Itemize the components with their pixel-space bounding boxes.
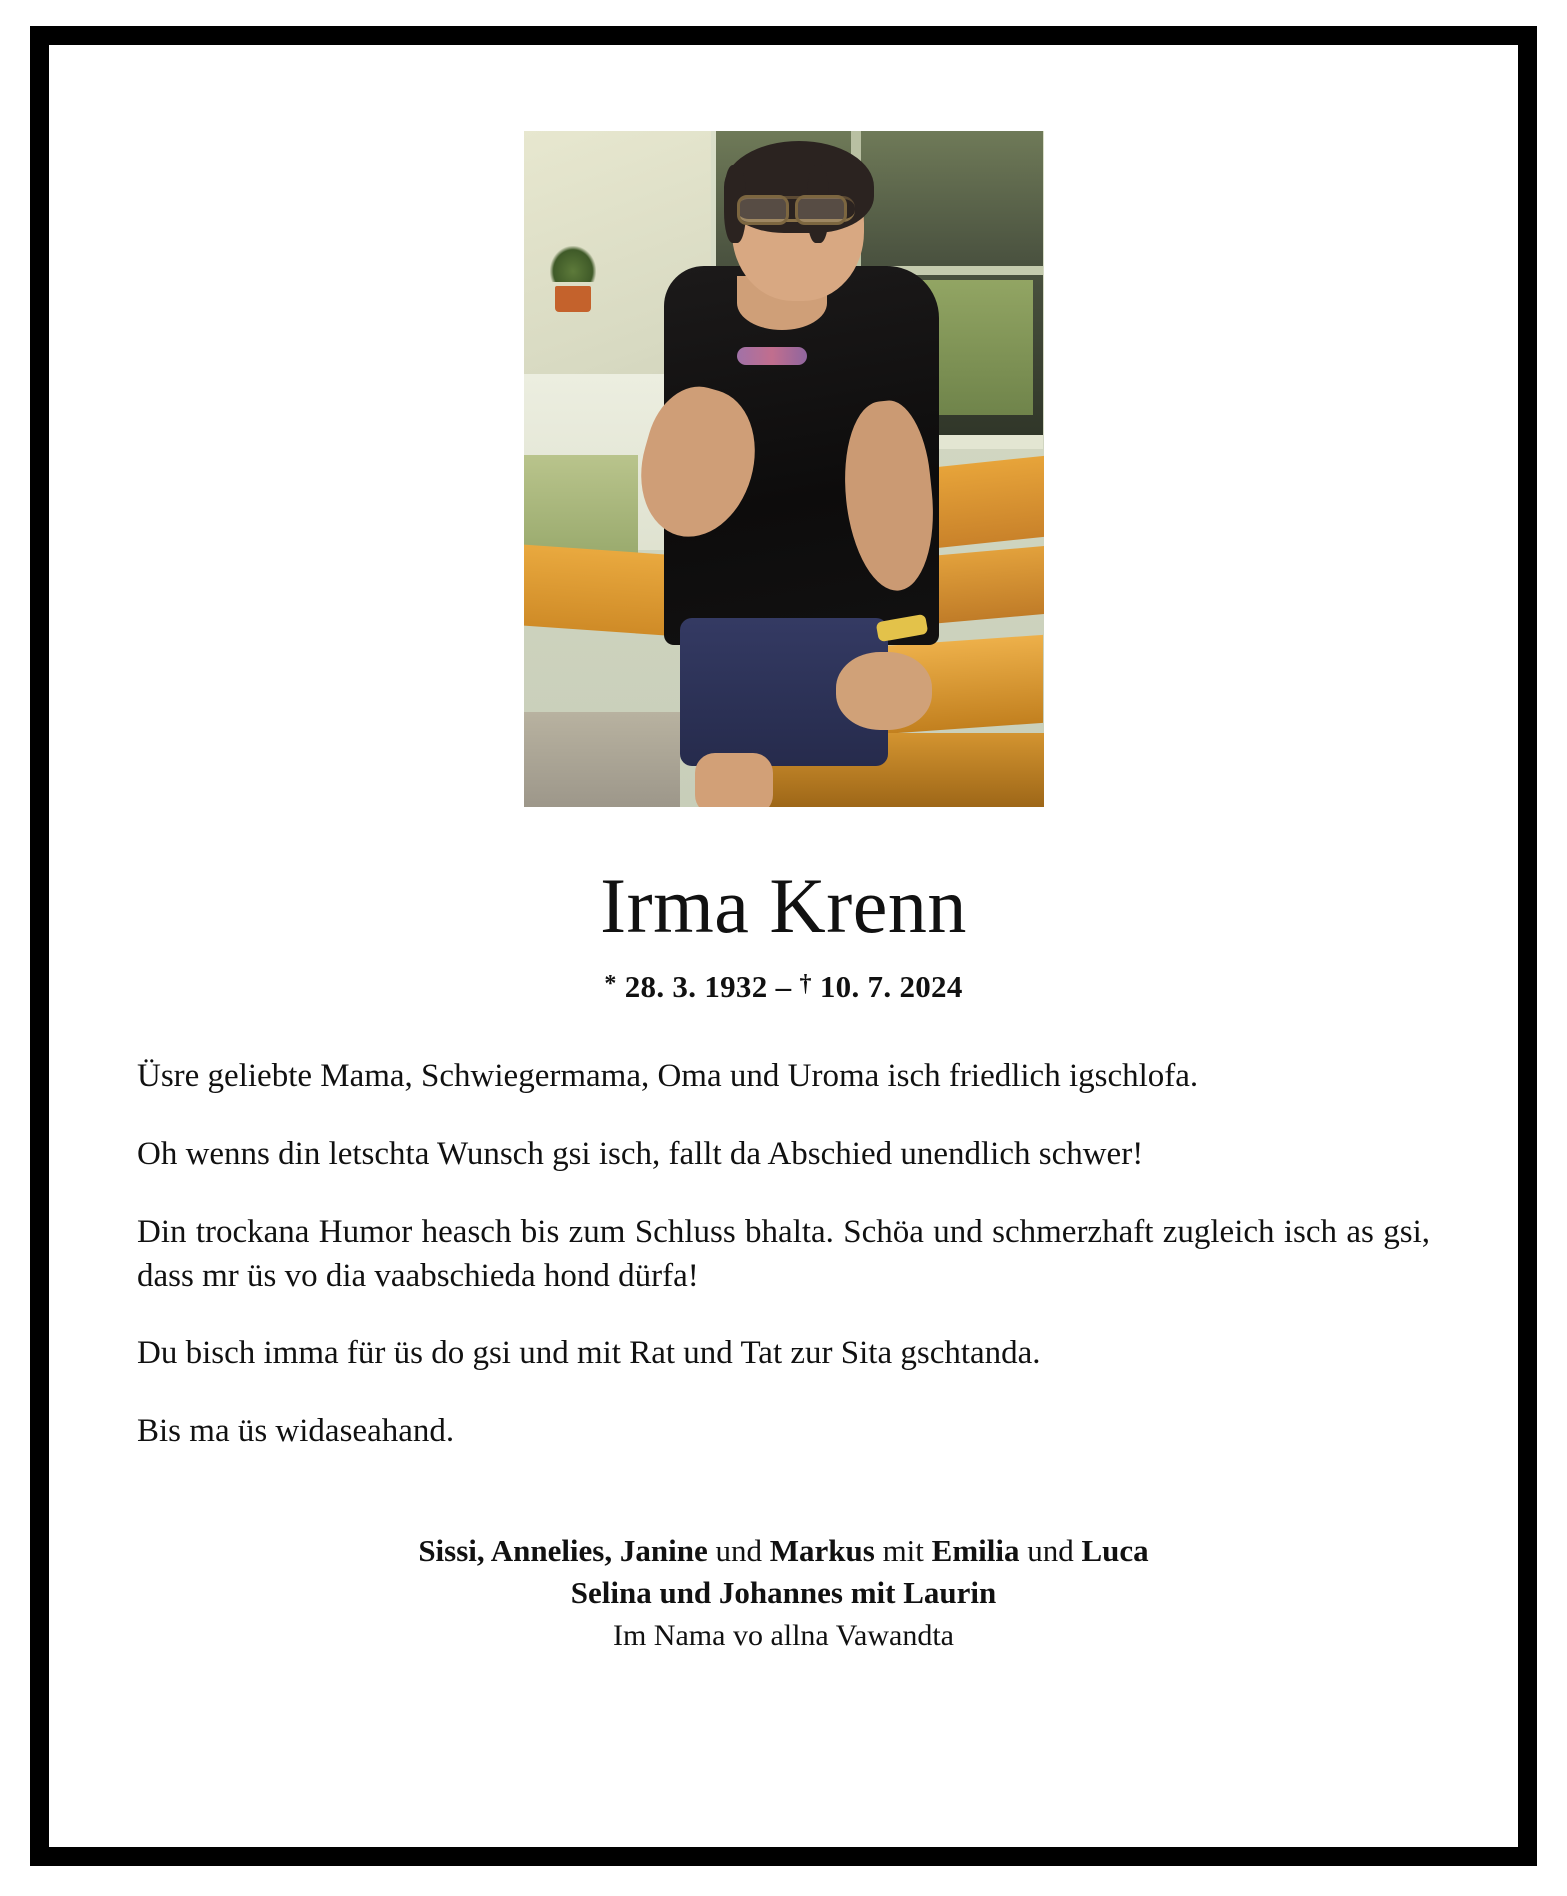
- signature-note: Im Nama vo allna Vawandta: [612, 1618, 954, 1652]
- photo-person-leg: [695, 753, 773, 807]
- paragraph: Üsre geliebte Mama, Schwiegermama, Oma und Uroma isch friedlich igschlofa.: [137, 1057, 1199, 1094]
- photo-person-hand: [836, 652, 932, 730]
- signature-conjunction-3: und: [1019, 1533, 1082, 1569]
- photo-person-brooch: [737, 347, 807, 365]
- date-separator: –: [775, 968, 792, 1004]
- photo-person-glasses-right-lens: [795, 195, 847, 225]
- deceased-name: Irma Krenn: [600, 862, 967, 949]
- photo-floor: [524, 712, 680, 807]
- obituary-card: [30, 26, 1537, 1866]
- paragraph: Du bisch imma für üs do gsi und mit Rat und Tat zur Sita gschtanda.: [137, 1335, 1041, 1372]
- life-dates: [604, 969, 962, 1005]
- signature-names-3: Emilia: [931, 1533, 1020, 1569]
- photo-plant-pot: [555, 286, 591, 312]
- signature-block: [137, 1530, 1430, 1656]
- signature-conjunction-1: und: [707, 1533, 770, 1569]
- birth-date: 28. 3. 1932: [624, 968, 768, 1004]
- photo-plant-leaves: [550, 246, 596, 282]
- death-date: 10. 7. 2024: [819, 968, 963, 1004]
- signature-conjunction-2: mit: [874, 1533, 932, 1569]
- paragraph: Bis ma üs widaseahand.: [137, 1413, 455, 1450]
- portrait-photo: [524, 131, 1044, 807]
- death-symbol: †: [799, 970, 812, 997]
- signature-names-5: Selina und Johannes mit Laurin: [570, 1574, 997, 1610]
- signature-names-4: Luca: [1081, 1533, 1149, 1569]
- signature-names-1: Sissi, Annelies, Janine: [418, 1533, 708, 1569]
- paragraph: Din trockana Humor heasch bis zum Schluss bhalta. Schöa und schmerzhaft zugleich isch as gsi, dass mr üs vo dia vaabschieda hond dürfa!: [137, 1213, 1430, 1294]
- obituary-text: [137, 1055, 1430, 1488]
- birth-symbol: *: [604, 970, 617, 997]
- paragraph: Oh wenns din letschta Wunsch gsi isch, fallt da Abschied unendlich schwer!: [137, 1135, 1144, 1172]
- signature-names-2: Markus: [769, 1533, 875, 1569]
- portrait-image: [524, 131, 1044, 807]
- signature-line-1: [137, 1530, 1430, 1572]
- signature-line-2: [137, 1572, 1430, 1614]
- photo-person-glasses-left-lens: [737, 195, 789, 225]
